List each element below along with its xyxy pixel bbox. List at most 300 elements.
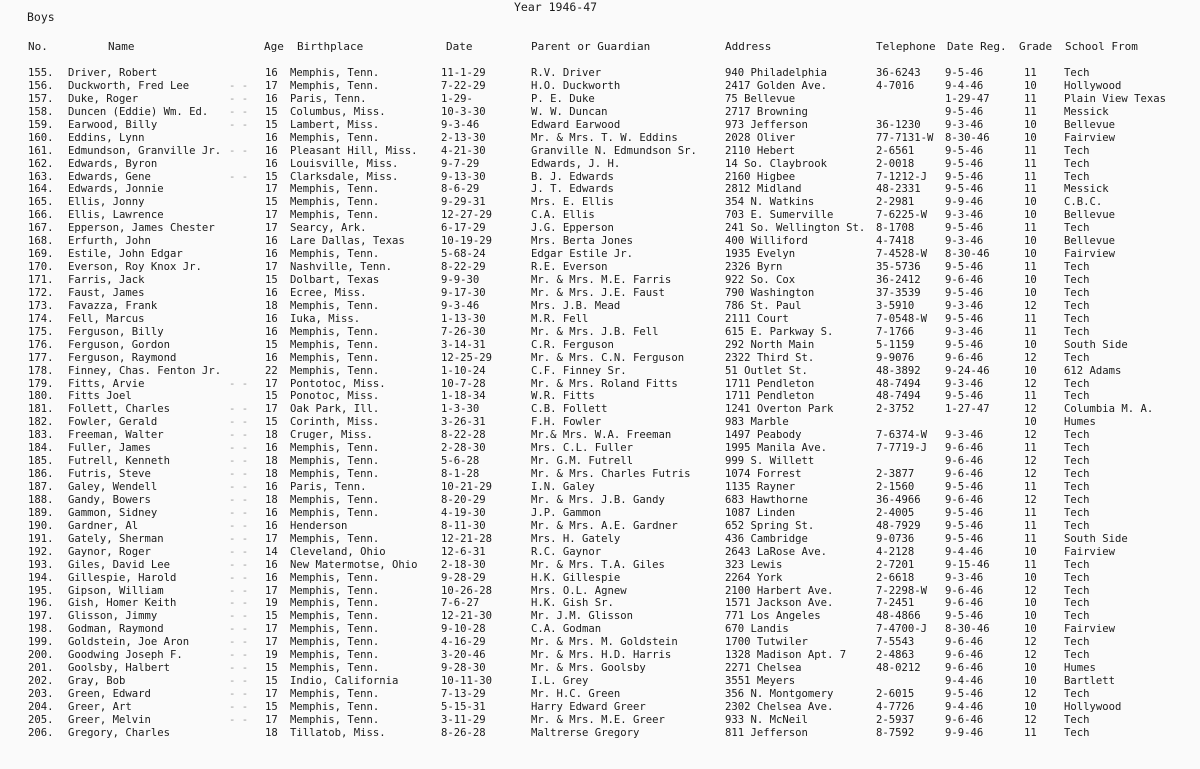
address: 241 So. Wellington St. [725,222,866,235]
school-from: Tech [1064,493,1090,506]
address: 1135 Rayner [725,481,796,493]
grade: 10 [1024,286,1037,299]
parent-guardian: C.F. Finney Sr. [531,364,627,377]
ditto-marks: - - [229,519,249,532]
table-row [0,559,1200,572]
address: 615 E. Parkway S. [725,325,834,338]
birth-date: 9-28-29 [441,571,486,584]
grade: 12 [1024,299,1037,312]
row-number: 181. [28,403,54,416]
grade: 11 [1024,312,1037,325]
table-row [0,183,1200,196]
parent-guardian: Mr. & Mrs. J.B. Gandy [531,493,665,506]
school-from: Tech [1064,312,1090,325]
address: 771 Los Angeles [725,610,821,623]
birth-date: 1-10-24 [441,364,486,377]
student-name: Gammon, Sidney [68,506,158,519]
age: 16 [265,519,278,532]
table-row [0,274,1200,287]
birth-date: 9-9-30 [441,274,480,286]
row-number: 184. [28,442,54,455]
student-name: Edmundson, Granville Jr. [68,144,222,157]
telephone: 2-6015 [876,688,915,700]
address: 2271 Chelsea [725,662,802,675]
date-registered: 9-3-46 [945,118,984,131]
row-number: 171. [28,274,54,286]
age: 18 [265,299,278,312]
row-number: 189. [28,506,54,519]
row-number: 202. [28,675,54,688]
address: 1074 Forrest [725,468,802,481]
table-row [0,494,1200,507]
student-name: Ellis, Lawrence [68,209,164,222]
date-registered: 9-5-46 [945,390,984,403]
table-row [0,287,1200,300]
school-from: Tech [1064,713,1090,726]
ditto-marks: - - [229,429,249,442]
table-row [0,119,1200,132]
telephone: 8-7592 [876,726,915,739]
date-registered: 9-5-46 [945,338,984,351]
birth-date: 12-6-31 [441,545,486,558]
student-name: Duke, Roger [68,92,139,105]
table-row [0,610,1200,623]
age: 16 [265,144,278,157]
student-name: Gandy, Bowers [68,493,151,506]
age: 16 [265,157,278,170]
student-name: Freeman, Walter [68,429,164,442]
row-number: 172. [28,286,54,299]
telephone: 2-2981 [876,196,915,209]
table-row [0,442,1200,455]
ditto-marks: - - [229,662,249,675]
ditto-marks: - - [229,118,249,131]
date-registered: 9-6-46 [945,597,984,610]
ditto-marks: - - [229,545,249,558]
table-row [0,688,1200,701]
header-date-reg: Date Reg. [947,40,1007,53]
birthplace: Pleasant Hill, Miss. [290,144,418,157]
age: 17 [265,623,278,636]
age: 14 [265,545,278,558]
table-row [0,675,1200,688]
school-from: Bellevue [1064,235,1116,248]
school-from: Tech [1064,558,1090,571]
student-name: Eddins, Lynn [68,131,145,144]
ditto-marks: - - [229,623,249,636]
row-number: 183. [28,429,54,442]
age: 16 [265,571,278,584]
ditto-marks: - - [229,700,249,713]
parent-guardian: Edward Earwood [531,118,621,131]
date-registered: 9-6-46 [945,468,984,481]
address: 670 Landis [725,623,789,636]
table-row [0,636,1200,649]
school-from: Plain View Texas [1064,92,1167,105]
student-name: Fitts Joel [68,390,132,403]
parent-guardian: I.L. Grey [531,675,589,688]
table-row [0,300,1200,313]
parent-guardian: Mr. J.M. Glisson [531,610,634,623]
birthplace: Memphis, Tenn. [290,571,380,584]
school-from: Tech [1064,506,1090,519]
row-number: 173. [28,299,54,312]
birth-date: 6-17-29 [441,222,486,235]
birth-date: 10-3-30 [441,105,486,118]
age: 16 [265,351,278,364]
student-name: Driver, Robert [68,67,158,79]
school-from: Bellevue [1064,118,1116,131]
age: 19 [265,597,278,610]
telephone: 2-6618 [876,571,915,584]
student-name: Follett, Charles [68,403,171,416]
telephone: 36-6243 [876,67,921,79]
grade: 12 [1024,713,1037,726]
register-table [0,67,1200,740]
address: 75 Bellevue [725,92,796,105]
address: 790 Washington [725,286,815,299]
row-number: 187. [28,481,54,493]
student-name: Greer, Melvin [68,713,151,726]
grade: 10 [1024,79,1037,92]
ditto-marks: - - [229,455,249,468]
birthplace: Oak Park, Ill. [290,403,380,416]
date-registered: 9-6-46 [945,636,984,649]
birthplace: Memphis, Tenn. [290,364,380,377]
birth-date: 2-18-30 [441,558,486,571]
date-registered: 9-5-46 [945,170,984,183]
student-name: Ellis, Jonny [68,196,145,209]
school-from: Humes [1064,416,1096,429]
student-name: Gardner, Al [68,519,139,532]
student-name: Futris, Steve [68,468,151,481]
parent-guardian: H.K. Gillespie [531,571,621,584]
birth-date: 2-13-30 [441,131,486,144]
school-from: Tech [1064,481,1090,493]
date-registered: 9-3-46 [945,325,984,338]
parent-guardian: Mr. & Mrs. M. Goldstein [531,636,678,649]
table-row [0,326,1200,339]
birthplace: Memphis, Tenn. [290,713,380,726]
grade: 12 [1024,649,1037,662]
telephone: 48-7494 [876,377,921,390]
school-from: Tech [1064,222,1090,235]
grade: 10 [1024,364,1037,377]
birthplace: Lambert, Miss. [290,118,380,131]
header-no: No. [28,40,48,53]
parent-guardian: R.V. Driver [531,67,602,79]
date-registered: 9-5-46 [945,532,984,545]
table-row [0,93,1200,106]
student-name: Fuller, James [68,442,151,455]
grade: 11 [1024,506,1037,519]
telephone: 48-7929 [876,519,921,532]
grade: 11 [1024,67,1037,79]
header-age: Age [264,40,284,53]
student-name: Farris, Jack [68,274,145,286]
birthplace: Columbus, Miss. [290,105,386,118]
birthplace: Memphis, Tenn. [290,700,380,713]
telephone: 7-5543 [876,636,915,649]
address: 811 Jefferson [725,726,808,739]
birth-date: 9-28-30 [441,662,486,675]
row-number: 193. [28,558,54,571]
school-from: Tech [1064,636,1090,649]
address: 356 N. Montgomery [725,688,834,700]
ditto-marks: - - [229,105,249,118]
grade: 10 [1024,675,1037,688]
birthplace: Nashville, Tenn. [290,261,393,274]
parent-guardian: P. E. Duke [531,92,595,105]
grade: 10 [1024,662,1037,675]
parent-guardian: Edgar Estile Jr. [531,248,634,261]
address: 1328 Madison Apt. 7 [725,649,847,662]
telephone: 2-3752 [876,403,915,416]
date-registered: 9-3-46 [945,209,984,222]
parent-guardian: W. W. Duncan [531,105,608,118]
telephone: 7-1766 [876,325,915,338]
table-row [0,701,1200,714]
row-number: 188. [28,493,54,506]
school-from: Tech [1064,597,1090,610]
grade: 11 [1024,558,1037,571]
student-name: Edwards, Jonnie [68,183,164,196]
age: 19 [265,649,278,662]
row-number: 200. [28,649,54,662]
ditto-marks: - - [229,584,249,597]
address: 1241 Overton Park [725,403,834,416]
row-number: 178. [28,364,54,377]
date-registered: 9-15-46 [945,558,990,571]
ditto-marks: - - [229,403,249,416]
school-from: Fairview [1064,131,1116,144]
address: 1700 Tutwiler [725,636,808,649]
grade: 10 [1024,545,1037,558]
address: 922 So. Cox [725,274,796,286]
birth-date: 9-10-28 [441,623,486,636]
birth-date: 1-29- [441,92,473,105]
ditto-marks: - - [229,675,249,688]
address: 1571 Jackson Ave. [725,597,834,610]
birthplace: Memphis, Tenn. [290,209,380,222]
birthplace: Memphis, Tenn. [290,649,380,662]
age: 18 [265,429,278,442]
student-name: Gipson, William [68,584,164,597]
parent-guardian: H.K. Gish Sr. [531,597,614,610]
birthplace: Memphis, Tenn. [290,455,380,468]
row-number: 194. [28,571,54,584]
date-registered: 8-30-46 [945,131,990,144]
row-number: 206. [28,726,54,739]
birth-date: 12-27-29 [441,209,493,222]
row-number: 204. [28,700,54,713]
school-from: Tech [1064,442,1090,455]
student-name: Gish, Homer Keith [68,597,177,610]
address: 786 St. Paul [725,299,802,312]
birthplace: Memphis, Tenn. [290,442,380,455]
table-row [0,507,1200,520]
student-name: Greer, Art [68,700,132,713]
student-name: Faust, James [68,286,145,299]
table-row [0,67,1200,80]
row-number: 175. [28,325,54,338]
date-registered: 9-24-46 [945,364,990,377]
page-title: Year 1946-47 [514,0,598,14]
student-name: Estile, John Edgar [68,248,183,261]
school-from: Tech [1064,584,1090,597]
row-number: 159. [28,118,54,131]
parent-guardian: Mr. H.C. Green [531,688,621,700]
date-registered: 9-6-46 [945,713,984,726]
table-row [0,546,1200,559]
age: 15 [265,105,278,118]
ditto-marks: - - [229,649,249,662]
age: 15 [265,416,278,429]
student-name: Erfurth, John [68,235,151,248]
birth-date: 4-21-30 [441,144,486,157]
row-number: 157. [28,92,54,105]
ditto-marks: - - [229,79,249,92]
birthplace: Memphis, Tenn. [290,299,380,312]
grade: 10 [1024,597,1037,610]
birthplace: Louisville, Miss. [290,157,399,170]
telephone: 7-6225-W [876,209,928,222]
row-number: 182. [28,416,54,429]
ditto-marks: - - [229,468,249,481]
student-name: Goldstein, Joe Aron [68,636,190,649]
birthplace: Memphis, Tenn. [290,338,380,351]
grade: 11 [1024,390,1037,403]
grade: 11 [1024,157,1037,170]
age: 16 [265,67,278,79]
row-number: 191. [28,532,54,545]
school-from: South Side [1064,338,1128,351]
ditto-marks: - - [229,416,249,429]
date-registered: 8-30-46 [945,248,990,261]
telephone: 7-0548-W [876,312,928,325]
telephone: 48-3892 [876,364,921,377]
age: 16 [265,286,278,299]
birthplace: Memphis, Tenn. [290,506,380,519]
address: 354 N. Watkins [725,196,815,209]
address: 1497 Peabody [725,429,802,442]
birthplace: Pontotoc, Miss. [290,377,386,390]
age: 16 [265,506,278,519]
age: 15 [265,662,278,675]
birth-date: 9-3-46 [441,118,480,131]
address: 983 Marble [725,416,789,429]
telephone: 2-0018 [876,157,915,170]
address: 1711 Pendleton [725,390,815,403]
grade: 12 [1024,493,1037,506]
table-row [0,132,1200,145]
school-from: Messick [1064,183,1109,196]
date-registered: 9-5-46 [945,105,984,118]
telephone: 4-2128 [876,545,915,558]
header-date: Date [446,40,473,53]
parent-guardian: Mrs. J.B. Mead [531,299,621,312]
school-from: Tech [1064,157,1090,170]
date-registered: 9-5-46 [945,222,984,235]
parent-guardian: Mr. G.M. Futrell [531,455,634,468]
grade: 12 [1024,403,1037,416]
parent-guardian: Granville N. Edmundson Sr. [531,144,697,157]
birth-date: 8-26-28 [441,726,486,739]
date-registered: 9-5-46 [945,312,984,325]
grade: 10 [1024,416,1037,429]
birth-date: 10-21-29 [441,481,493,493]
birthplace: Paris, Tenn. [290,92,367,105]
address: 2326 Byrn [725,261,783,274]
age: 16 [265,442,278,455]
age: 17 [265,636,278,649]
grade: 11 [1024,519,1037,532]
birth-date: 9-17-30 [441,286,486,299]
date-registered: 9-4-46 [945,545,984,558]
address: 1995 Manila Ave. [725,442,828,455]
ditto-marks: - - [229,442,249,455]
table-row [0,352,1200,365]
page-label: Boys [27,10,55,24]
parent-guardian: Mrs. H. Gately [531,532,621,545]
birthplace: New Matermotse, Ohio [290,558,418,571]
address: 652 Spring St. [725,519,815,532]
school-from: Bartlett [1064,675,1116,688]
header-name: Name [108,40,135,53]
header-school-from: School From [1065,40,1138,53]
grade: 10 [1024,209,1037,222]
date-registered: 1-29-47 [945,92,990,105]
address: 292 North Main [725,338,815,351]
student-name: Duckworth, Fred Lee [68,79,190,92]
header-address: Address [725,40,772,53]
birth-date: 1-18-34 [441,390,486,403]
table-row [0,145,1200,158]
address: 2322 Third St. [725,351,815,364]
table-row [0,390,1200,403]
telephone: 3-5910 [876,299,915,312]
birthplace: Cleveland, Ohio [290,545,386,558]
age: 16 [265,92,278,105]
telephone: 8-1708 [876,222,915,235]
table-row [0,623,1200,636]
date-registered: 9-6-46 [945,455,984,468]
age: 15 [265,196,278,209]
student-name: Gray, Bob [68,675,126,688]
telephone: 7-2298-W [876,584,928,597]
table-row [0,248,1200,261]
date-registered: 9-5-46 [945,519,984,532]
parent-guardian: Mr. & Mrs. H.D. Harris [531,649,672,662]
parent-guardian: J.P. Gammon [531,506,602,519]
age: 16 [265,235,278,248]
address: 436 Cambridge [725,532,808,545]
table-row [0,171,1200,184]
telephone: 7-7719-J [876,442,928,455]
grade: 10 [1024,571,1037,584]
birthplace: Corinth, Miss. [290,416,380,429]
telephone: 48-0212 [876,662,921,675]
birth-date: 9-29-31 [441,196,486,209]
row-number: 205. [28,713,54,726]
age: 16 [265,131,278,144]
birth-date: 1-3-30 [441,403,480,416]
birth-date: 8-11-30 [441,519,486,532]
telephone: 9-0736 [876,532,915,545]
row-number: 179. [28,377,54,390]
grade: 11 [1024,183,1037,196]
student-name: Ferguson, Billy [68,325,164,338]
